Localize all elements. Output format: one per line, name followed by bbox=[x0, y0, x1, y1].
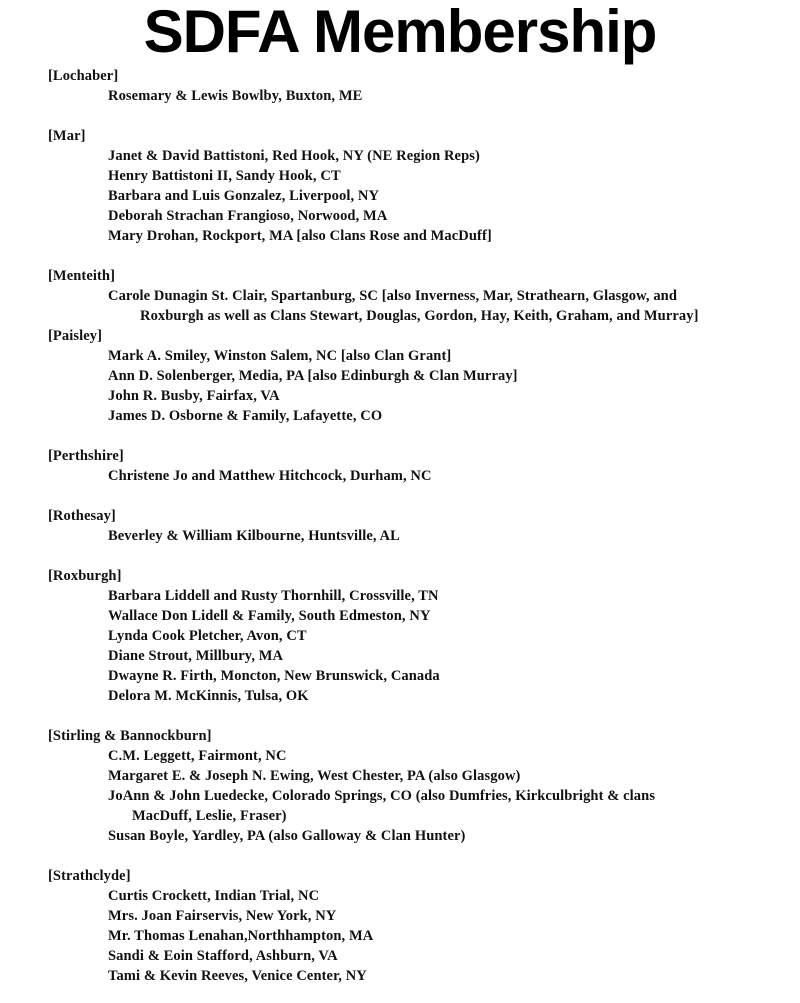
member-entry: Wallace Don Lidell & Family, South Edmeston, NY bbox=[108, 608, 431, 624]
section-stirling-bannockburn bbox=[0, 726, 800, 846]
member-entry: Mr. Thomas Lenahan,Northhampton, MA bbox=[108, 928, 374, 944]
member-entry: Deborah Strachan Frangioso, Norwood, MA bbox=[108, 208, 388, 224]
member-entry: Mark A. Smiley, Winston Salem, NC [also Clan Grant] bbox=[108, 348, 452, 364]
section-paisley bbox=[0, 326, 800, 426]
section-heading: [Mar] bbox=[48, 128, 86, 144]
section-lochaber bbox=[0, 66, 800, 106]
member-entry: Mrs. Joan Fairservis, New York, NY bbox=[108, 908, 337, 924]
member-entry: Carole Dunagin St. Clair, Spartanburg, SC [also Inverness, Mar, Strathearn, Glasgow, and bbox=[108, 288, 677, 304]
page-title: SDFA Membership bbox=[143, 0, 657, 65]
member-entry: James D. Osborne & Family, Lafayette, CO bbox=[108, 408, 383, 424]
member-entry-continuation: MacDuff, Leslie, Fraser) bbox=[132, 808, 287, 824]
section-heading: [Paisley] bbox=[48, 328, 103, 344]
member-entry: Margaret E. & Joseph N. Ewing, West Chester, PA (also Glasgow) bbox=[108, 768, 521, 784]
member-entry: Henry Battistoni II, Sandy Hook, CT bbox=[108, 168, 341, 184]
member-entry: Barbara Liddell and Rusty Thornhill, Crossville, TN bbox=[108, 588, 439, 604]
member-entry: Sandi & Eoin Stafford, Ashburn, VA bbox=[108, 948, 338, 964]
member-entry: Lynda Cook Pletcher, Avon, CT bbox=[108, 628, 307, 644]
section-heading: [Strathclyde] bbox=[48, 868, 131, 884]
member-entry: Tami & Kevin Reeves, Venice Center, NY bbox=[108, 968, 367, 984]
member-entry: Diane Strout, Millbury, MA bbox=[108, 648, 284, 664]
section-heading: [Stirling & Bannockburn] bbox=[48, 728, 212, 744]
section-menteith bbox=[0, 266, 800, 326]
section-heading: [Lochaber] bbox=[48, 68, 119, 84]
member-entry: Janet & David Battistoni, Red Hook, NY (NE Region Reps) bbox=[108, 148, 480, 164]
member-entry: Rosemary & Lewis Bowlby, Buxton, ME bbox=[108, 88, 363, 104]
section-roxburgh bbox=[0, 566, 800, 706]
member-entry: Barbara and Luis Gonzalez, Liverpool, NY bbox=[108, 188, 380, 204]
member-entry: Dwayne R. Firth, Moncton, New Brunswick, Canada bbox=[108, 668, 440, 684]
member-entry: John R. Busby, Fairfax, VA bbox=[108, 388, 280, 404]
section-heading: [Rothesay] bbox=[48, 508, 116, 524]
member-entry: Delora M. McKinnis, Tulsa, OK bbox=[108, 688, 309, 704]
member-entry: JoAnn & John Luedecke, Colorado Springs, CO (also Dumfries, Kirkculbright & clans bbox=[108, 788, 656, 804]
member-entry: C.M. Leggett, Fairmont, NC bbox=[108, 748, 287, 764]
section-heading: [Roxburgh] bbox=[48, 568, 122, 584]
member-entry-continuation: Roxburgh as well as Clans Stewart, Douglas, Gordon, Hay, Keith, Graham, and Murray] bbox=[140, 308, 699, 324]
section-rothesay bbox=[0, 506, 800, 546]
section-heading: [Perthshire] bbox=[48, 448, 124, 464]
section-mar bbox=[0, 126, 800, 246]
section-perthshire bbox=[0, 446, 800, 486]
member-entry: Mary Drohan, Rockport, MA [also Clans Rose and MacDuff] bbox=[108, 228, 492, 244]
member-entry: Susan Boyle, Yardley, PA (also Galloway & Clan Hunter) bbox=[108, 828, 466, 844]
member-entry: Ann D. Solenberger, Media, PA [also Edinburgh & Clan Murray] bbox=[108, 368, 518, 384]
member-entry: Curtis Crockett, Indian Trial, NC bbox=[108, 888, 320, 904]
membership-list bbox=[0, 66, 800, 986]
section-strathclyde bbox=[0, 866, 800, 986]
member-entry: Beverley & William Kilbourne, Huntsville, AL bbox=[108, 528, 400, 544]
member-entry: Christene Jo and Matthew Hitchcock, Durham, NC bbox=[108, 468, 432, 484]
section-heading: [Menteith] bbox=[48, 268, 116, 284]
